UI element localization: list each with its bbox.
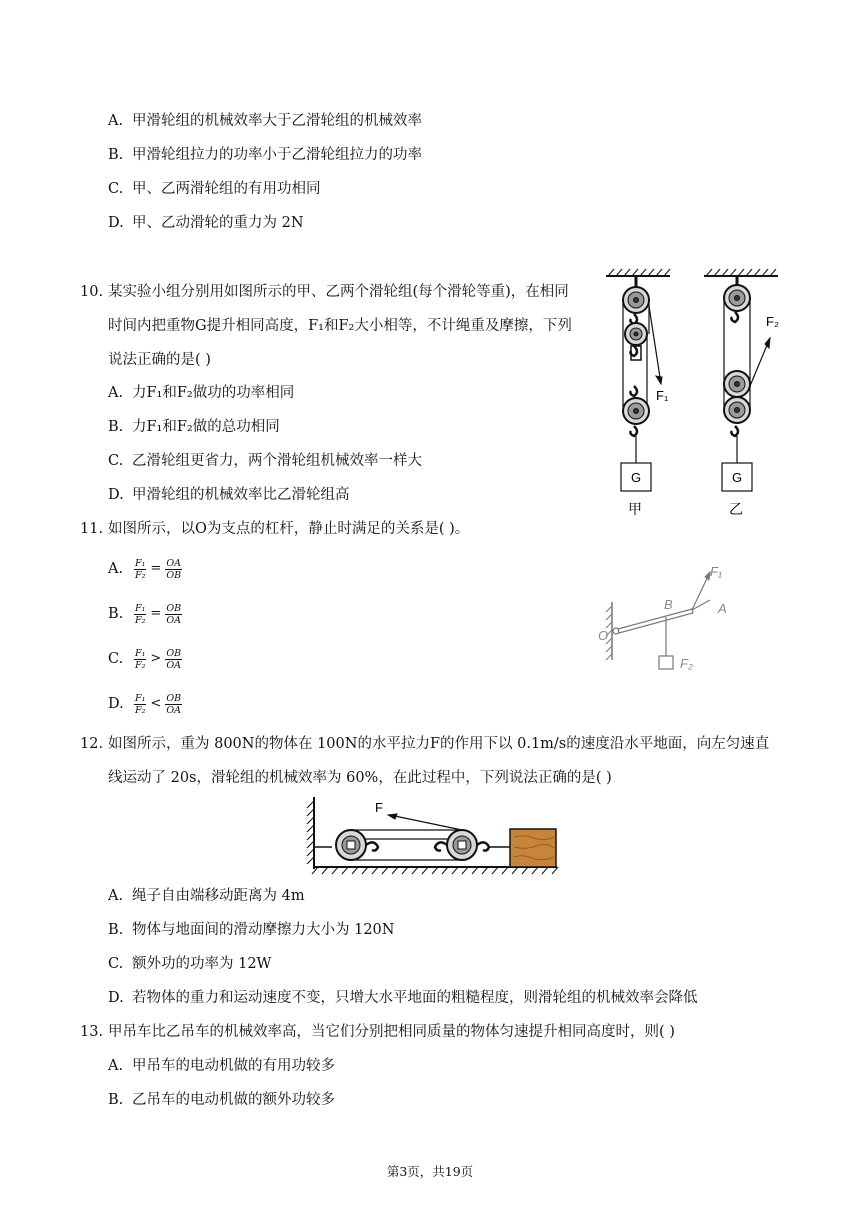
q12-option-a: A. 绳子自由端移动距离为 4m <box>108 888 305 904</box>
q11-label-o: O <box>598 628 609 643</box>
q11-option-c: C. $\frac{\text{F₁}}{\text{F₂}}$ > $\frac{OB}{OA}$ <box>108 647 182 671</box>
q12-stem-line-2: 线运动了 20s，滑轮组的机械效率为 60%，在此过程中，下列说法正确的是( ) <box>108 770 612 786</box>
q10-option-a: A. 力F₁和F₂做功的功率相同 <box>108 385 295 401</box>
q10-option-c: C. 乙滑轮组更省力，两个滑轮组机械效率一样大 <box>108 453 422 469</box>
q11-option-d: D. $\frac{\text{F₁}}{\text{F₂}}$ < $\frac{OB}{OA}$ <box>108 692 182 716</box>
q12-option-d: D. 若物体的重力和运动速度不变，只增大水平地面的粗糙程度，则滑轮组的机械效率会降低 <box>108 990 698 1006</box>
q12-label-f: F <box>375 800 383 815</box>
q11-lever-figure <box>592 558 742 676</box>
page-footer: 第3页，共19页 <box>386 1164 474 1179</box>
ceiling-left <box>606 269 670 276</box>
q10-stem-line-2: 时间内把重物G提升相同高度，F₁和F₂大小相等，不计绳重及摩擦，下列 <box>108 318 572 334</box>
q9-option-a: A. 甲滑轮组的机械效率大于乙滑轮组的机械效率 <box>108 113 422 129</box>
pulley-system-jia <box>621 276 662 491</box>
q11-label-a: A <box>718 601 727 616</box>
pulley-system-yi <box>722 276 770 491</box>
q9-option-c: C. 甲、乙两滑轮组的有用功相同 <box>108 181 321 197</box>
q11-option-a: A. $\frac{\text{F₁}}{\text{F₂}}$ = $\frac{OA}{OB}$ <box>108 557 182 581</box>
q13-option-b: B. 乙吊车的电动机做的额外功较多 <box>108 1092 335 1108</box>
q12-number: 12. <box>80 736 104 752</box>
q13-number: 13. <box>80 1024 104 1040</box>
q11-option-b: B. $\frac{\text{F₁}}{\text{F₂}}$ = $\frac{OB}{OA}$ <box>108 602 182 626</box>
q10-label-yi: 乙 <box>729 501 743 517</box>
q12-option-c: C. 额外功的功率为 12W <box>108 956 272 972</box>
q10-stem-line-3: 说法正确的是( ) <box>108 352 211 368</box>
q10-label-f1: F₁ <box>656 388 669 403</box>
q10-pulley-figure <box>598 266 798 522</box>
q11-label-f1: F₁ <box>710 564 723 579</box>
q10-label-jia: 甲 <box>628 501 642 517</box>
q12-stem-line-1: 如图所示，重为 800N的物体在 100N的水平拉力F的作用下以 0.1m/s的速度沿水平地面，向左匀速直 <box>108 736 770 752</box>
q12-option-b: B. 物体与地面间的滑动摩擦力大小为 120N <box>108 922 395 938</box>
q10-weight-jia: G <box>631 470 642 485</box>
q10-number: 10. <box>80 284 104 300</box>
q10-label-f2: F₂ <box>766 314 779 329</box>
q11-number: 11. <box>80 521 104 537</box>
q12-pulley-figure <box>302 793 564 877</box>
q10-stem-line-1: 某实验小组分别用如图所示的甲、乙两个滑轮组(每个滑轮等重)，在相同 <box>108 284 569 300</box>
q13-stem: 甲吊车比乙吊车的机械效率高，当它们分别把相同质量的物体匀速提升相同高度时，则( ) <box>108 1024 675 1040</box>
q13-option-a: A. 甲吊车的电动机做的有用功较多 <box>108 1058 335 1074</box>
q11-label-b: B <box>664 597 673 612</box>
q11-label-f2: F₂ <box>680 656 693 671</box>
q9-option-d: D. 甲、乙动滑轮的重力为 2N <box>108 215 304 231</box>
q10-option-d: D. 甲滑轮组的机械效率比乙滑轮组高 <box>108 487 350 503</box>
ceiling-right <box>704 269 778 276</box>
q9-option-b: B. 甲滑轮组拉力的功率小于乙滑轮组拉力的功率 <box>108 147 422 163</box>
q10-weight-yi: G <box>732 470 743 485</box>
q11-stem: 如图所示，以O为支点的杠杆，静止时满足的关系是( )。 <box>108 521 470 537</box>
q10-option-b: B. 力F₁和F₂做的总功相同 <box>108 419 280 435</box>
